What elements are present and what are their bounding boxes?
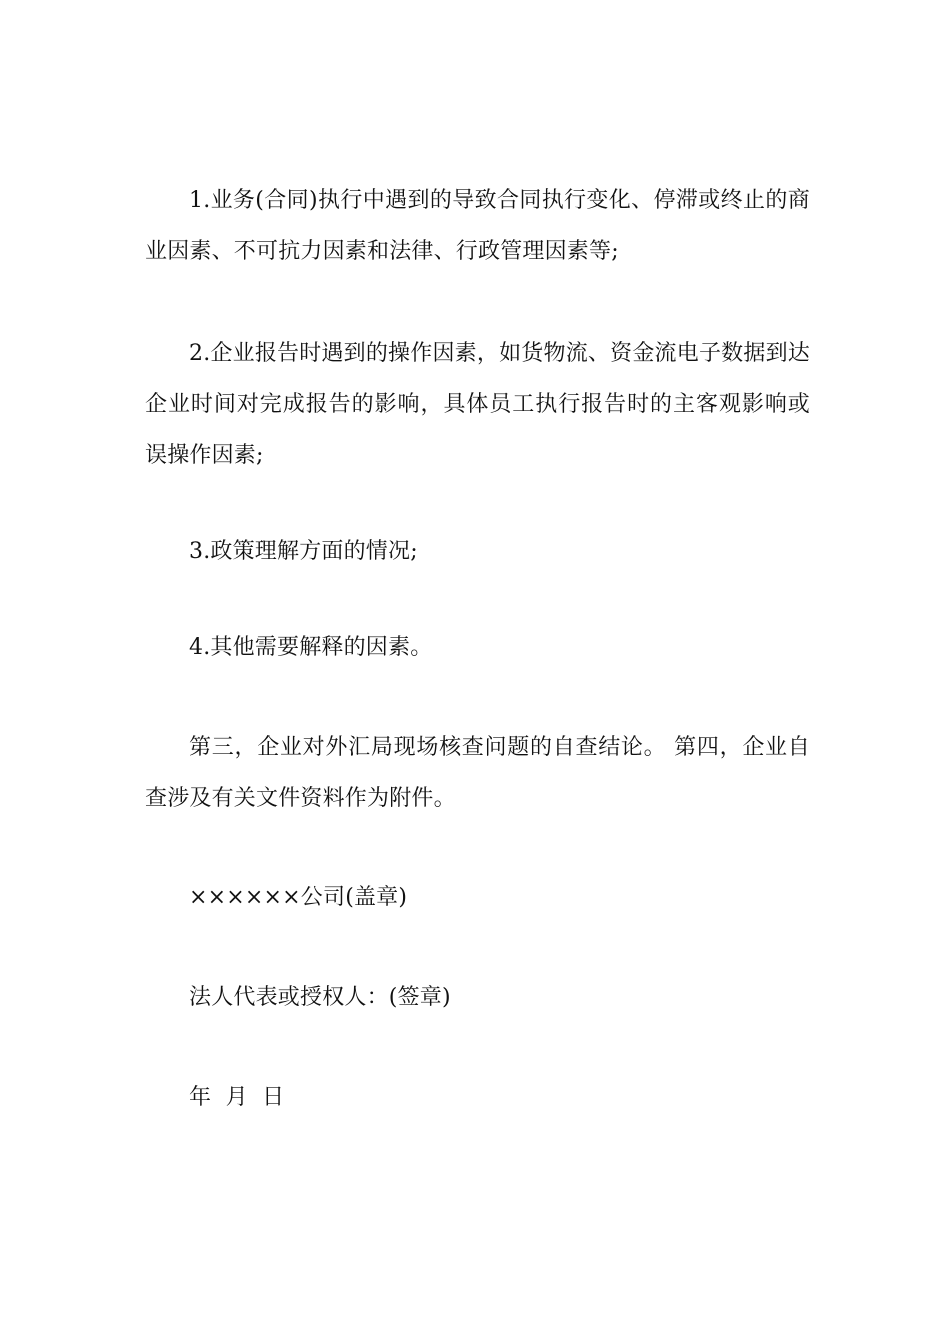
paragraph-item-2: 2.企业报告时遇到的操作因素，如货物流、资金流电子数据到达企业时间对完成报告的影响，具体员工执行报告时的主客观影响或误操作因素; [145, 341, 810, 468]
signature-line: 法人代表或授权人：(签章) [189, 985, 451, 1010]
date-line: 年 月 日 [189, 1085, 285, 1110]
paragraph-conclusion: 第三，企业对外汇局现场核查问题的自查结论。 第四，企业自查涉及有关文件资料作为附件。 [145, 735, 810, 811]
paragraph-item-4: 4.其他需要解释的因素。 [189, 635, 433, 660]
paragraph-item-3: 3.政策理解方面的情况; [189, 539, 418, 564]
company-seal-line: ××××××公司(盖章) [189, 885, 408, 910]
paragraph-item-1: 1.业务(合同)执行中遇到的导致合同执行变化、停滞或终止的商业因素、不可抗力因素和法律、行政管理因素等; [145, 188, 810, 264]
